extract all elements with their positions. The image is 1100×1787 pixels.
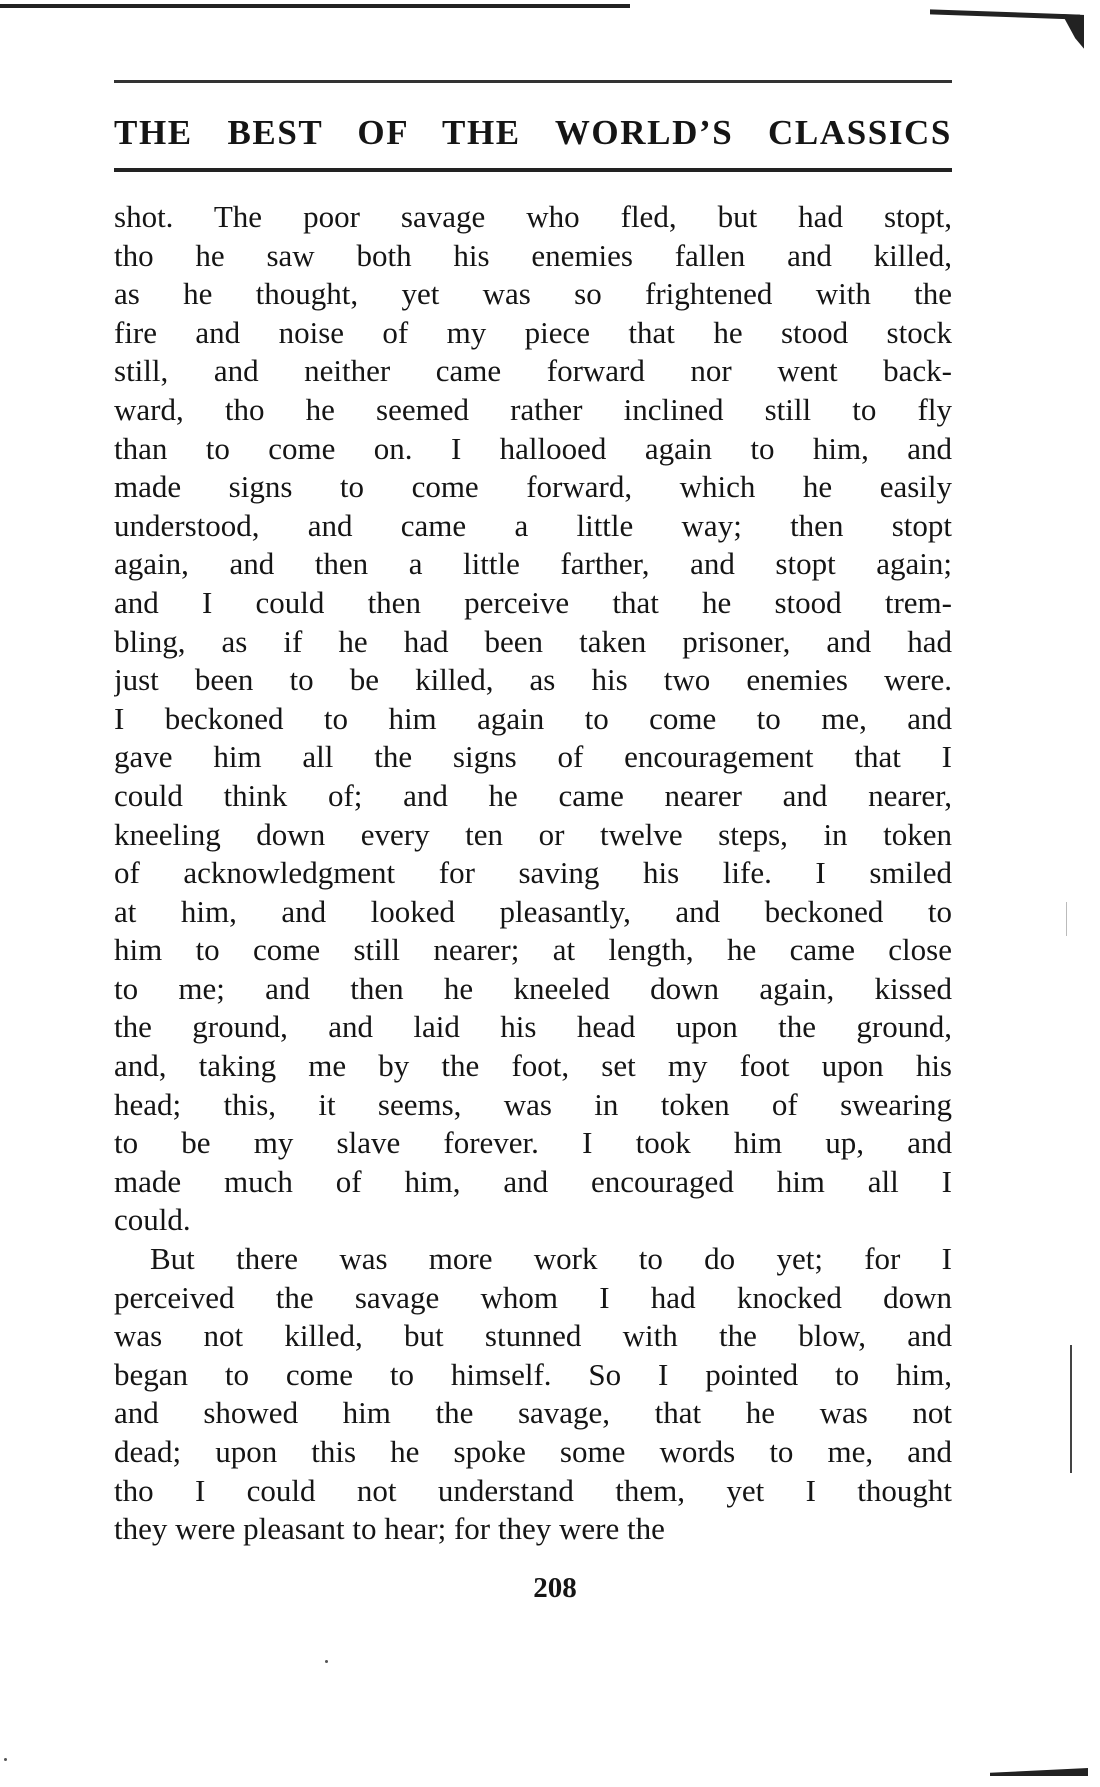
text-line: to me; and then he kneeled down again, kissed: [114, 970, 952, 1006]
paragraph-1: [114, 198, 952, 1240]
text-line: of acknowledgment for saving his life. I smiled: [114, 855, 952, 891]
text-line: and I could then perceive that he stood trem-: [114, 584, 952, 620]
header-rule-bottom: [114, 168, 952, 172]
text-line: at him, and looked pleasantly, and beckoned to: [114, 893, 952, 929]
text-line: fire and noise of my piece that he stood stock: [114, 314, 952, 350]
text-line: I beckoned to him again to come to me, and: [114, 700, 952, 736]
text-line: tho I could not understand them, yet I thought: [114, 1472, 952, 1508]
body-text: [114, 198, 952, 1549]
text-line: than to come on. I hallooed again to him, and: [114, 430, 952, 466]
text-line: began to come to himself. So I pointed to him,: [114, 1356, 952, 1392]
text-line: was not killed, but stunned with the blow, and: [114, 1318, 952, 1354]
text-line: again, and then a little farther, and stopt again;: [114, 546, 952, 582]
text-line: dead; upon this he spoke some words to me, and: [114, 1434, 952, 1469]
ink-speck: [4, 1758, 7, 1761]
margin-mark: [1066, 902, 1067, 936]
text-line: ward, tho he seemed rather inclined still to fly: [114, 391, 952, 427]
text-line: could think of; and he came nearer and nearer,: [114, 777, 952, 813]
text-line: as he thought, yet was so frightened with the: [114, 276, 952, 312]
text-line: bling, as if he had been taken prisoner, and had: [114, 623, 952, 659]
text-line: him to come still nearer; at length, he came close: [114, 932, 952, 968]
text-line: and showed him the savage, that he was not: [114, 1395, 952, 1431]
text-line: and, taking me by the foot, set my foot upon his: [114, 1048, 952, 1084]
text-line: to be my slave forever. I took him up, and: [114, 1125, 952, 1161]
text-line: still, and neither came forward nor went back-: [114, 353, 952, 389]
top-right-edge-mark: [930, 9, 1080, 19]
page-number: 208: [533, 1572, 577, 1604]
margin-mark: [1070, 1345, 1072, 1473]
text-line: gave him all the signs of encouragement that I: [114, 739, 952, 775]
bottom-right-edge-mark: [990, 1768, 1088, 1776]
text-line: head; this, it seems, was in token of swearing: [114, 1086, 952, 1122]
top-edge-rule: [0, 4, 630, 8]
text-line: shot. The poor savage who fled, but had stopt,: [114, 199, 952, 234]
ink-speck: [325, 1660, 328, 1663]
text-line: just been to be killed, as his two enemies were.: [114, 662, 952, 698]
paragraph-2: [114, 1240, 952, 1549]
text-line: made much of him, and encouraged him all I: [114, 1163, 952, 1199]
text-line: tho he saw both his enemies fallen and killed,: [114, 237, 952, 273]
text-line: But there was more work to do yet; for I: [150, 1241, 952, 1277]
text-line: they were pleasant to hear; for they were the: [114, 1511, 665, 1547]
running-head: THE BEST OF THE WORLD’S CLASSICS: [114, 113, 952, 152]
text-line: could.: [114, 1202, 191, 1238]
text-line: made signs to come forward, which he easily: [114, 469, 952, 505]
text-line: kneeling down every ten or twelve steps, in token: [114, 816, 952, 852]
text-line: the ground, and laid his head upon the ground,: [114, 1009, 952, 1045]
text-line: perceived the savage whom I had knocked down: [114, 1279, 952, 1315]
header-rule-top: [114, 80, 952, 83]
text-line: understood, and came a little way; then stopt: [114, 507, 952, 543]
